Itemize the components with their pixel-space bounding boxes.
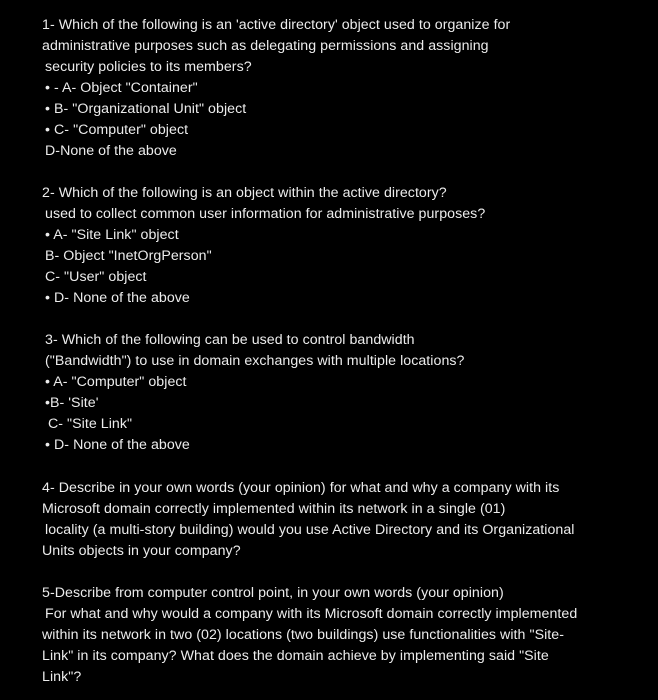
answer-option: • A- "Computer" object — [45, 374, 187, 390]
answer-option: • B- "Organizational Unit" object — [45, 101, 247, 117]
question-4-text: 4- Describe in your own words (your opinion) for what and why a company with its — [42, 480, 560, 496]
question-2-text: used to collect common user information for administrative purposes? — [45, 206, 486, 222]
answer-option: • A- "Site Link" object — [45, 227, 179, 243]
answer-option: C- "Site Link" — [48, 416, 133, 432]
question-1-text: 1- Which of the following is an 'active directory' object used to organize for — [42, 17, 511, 33]
answer-option: • - A- Object "Container" — [45, 80, 198, 96]
question-5-text: within its network in two (02) locations (two buildings) use functionalities with "Site- — [42, 627, 564, 643]
question-3-text: 3- Which of the following can be used to control bandwidth — [45, 332, 415, 348]
question-3-text: ("Bandwidth") to use in domain exchanges with multiple locations? — [45, 353, 465, 369]
question-5-text: Link" in its company? What does the domain achieve by implementing said "Site — [42, 648, 549, 664]
answer-option: • D- None of the above — [45, 290, 190, 306]
answer-option: • D- None of the above — [45, 437, 190, 453]
question-4-text: locality (a multi-story building) would you use Active Directory and its Organizational — [45, 522, 575, 538]
question-5-text: For what and why would a company with its Microsoft domain correctly implemented — [45, 606, 578, 622]
question-5-text: Link"? — [42, 669, 82, 685]
question-4-text: Microsoft domain correctly implemented within its network in a single (01) — [42, 501, 506, 517]
answer-option: • C- "Computer" object — [45, 122, 189, 138]
answer-option: C- "User" object — [45, 269, 147, 285]
question-1-text: administrative purposes such as delegating permissions and assigning — [42, 38, 489, 54]
answer-option: •B- 'Site' — [45, 395, 99, 411]
question-4-text: Units objects in your company? — [42, 543, 241, 559]
question-1-text: security policies to its members? — [45, 59, 252, 75]
question-5-text: 5-Describe from computer control point, in your own words (your opinion) — [42, 585, 504, 601]
answer-option: D-None of the above — [45, 143, 177, 159]
question-2-text: 2- Which of the following is an object within the active directory? — [42, 185, 447, 201]
answer-option: B- Object "InetOrgPerson" — [45, 248, 212, 264]
